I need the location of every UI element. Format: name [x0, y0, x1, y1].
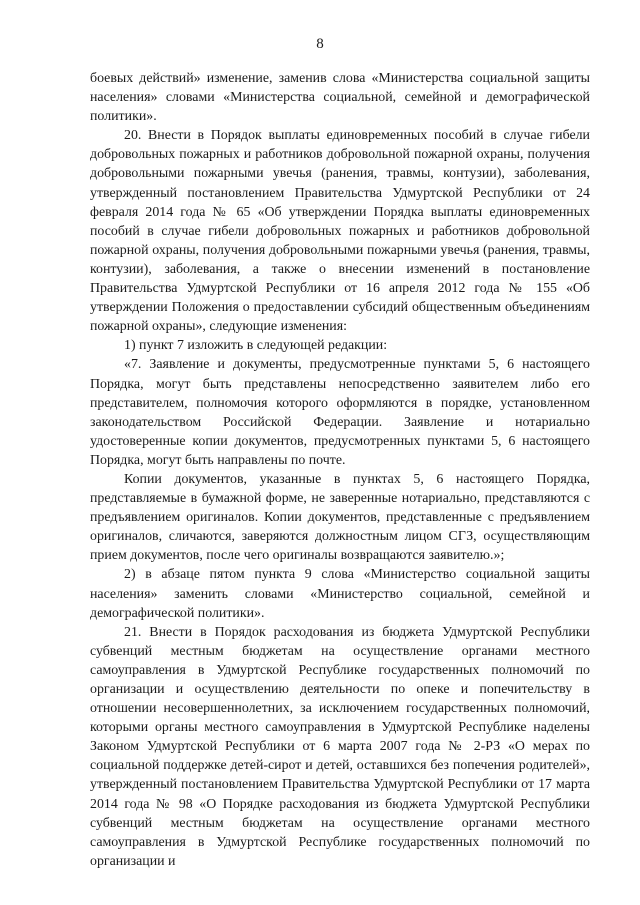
- document-body: [90, 69, 590, 871]
- paragraph-subitem-1: 1) пункт 7 изложить в следующей редакции:: [124, 338, 388, 354]
- paragraph-continuation: боевых действий» изменение, заменив слова «Министерства социальной защиты населения» словами «Министерства социальной, семейной и демографической политики».: [90, 71, 590, 125]
- paragraph-quoted-point-7: «7. Заявление и документы, предусмотренные пунктами 5, 6 настоящего Порядка, могут быть представлены непосредственно заявителем либо его представителем, полномочия которого оформляются в порядке, установленном законодательством Российской Федерации. Заявление и нотариально удостоверенные копии документов, предусмотренных пунктами 5, 6 настоящего Порядка, могут быть направлены по почте.: [90, 357, 590, 468]
- paragraph-item-20: 20. Внести в Порядок выплаты единовременных пособий в случае гибели добровольных пожарных и работников добровольной пожарной охраны, получения добровольными пожарными увечья (ранения, травмы, контузии), заболевания, утвержденный постановлением Правительства Удмуртской Республики от 24 февраля 2014 года № 65 «Об утверждении Порядка выплаты единовременных пособий в случае гибели добровольных пожарных и работников добровольной пожарной охраны, получения добровольными пожарными увечья (ранения, травмы, контузии), заболевания, а также о внесении изменений в постановление Правительства Удмуртской Республики от 16 апреля 2012 года № 155 «Об утверждении Положения о предоставлении субсидий общественным объединениям пожарной охраны», следующие изменения:: [90, 128, 590, 335]
- paragraph-item-21: 21. Внести в Порядок расходования из бюджета Удмуртской Республики субвенций местным бюджетам на осуществление органами местного самоуправления в Удмуртской Республике государственных полномочий по организации и осуществлению деятельности по опеке и попечительству в отношении несовершеннолетних, за исключением государственных полномочий, которыми органы местного самоуправления в Удмуртской Республике наделены Законом Удмуртской Республики от 6 марта 2007 года № 2-РЗ «О мерах по социальной поддержке детей-сирот и детей, оставшихся без попечения родителей», утвержденный постановлением Правительства Удмуртской Республики от 17 марта 2014 года № 98 «О Порядке расходования из бюджета Удмуртской Республики субвенций местным бюджетам на осуществление органами местного самоуправления в Удмуртской Республике государственных полномочий по организации и: [90, 624, 590, 869]
- paragraph-subitem-2: 2) в абзаце пятом пункта 9 слова «Министерство социальной защиты населения» заменить словами «Министерство социальной, семейной и демографической политики».: [90, 567, 590, 621]
- page-number: 8: [316, 36, 324, 52]
- paragraph-document-copies: Копии документов, указанные в пунктах 5, 6 настоящего Порядка, представляемые в бумажной форме, не заверенные нотариально, представляются с предъявлением оригиналов. Копии документов, представленные с предъявлением оригиналов, сличаются, заверяются должностным лицом СГЗ, осуществляющим прием документов, после чего оригиналы возвращаются заявителю.»;: [90, 471, 590, 564]
